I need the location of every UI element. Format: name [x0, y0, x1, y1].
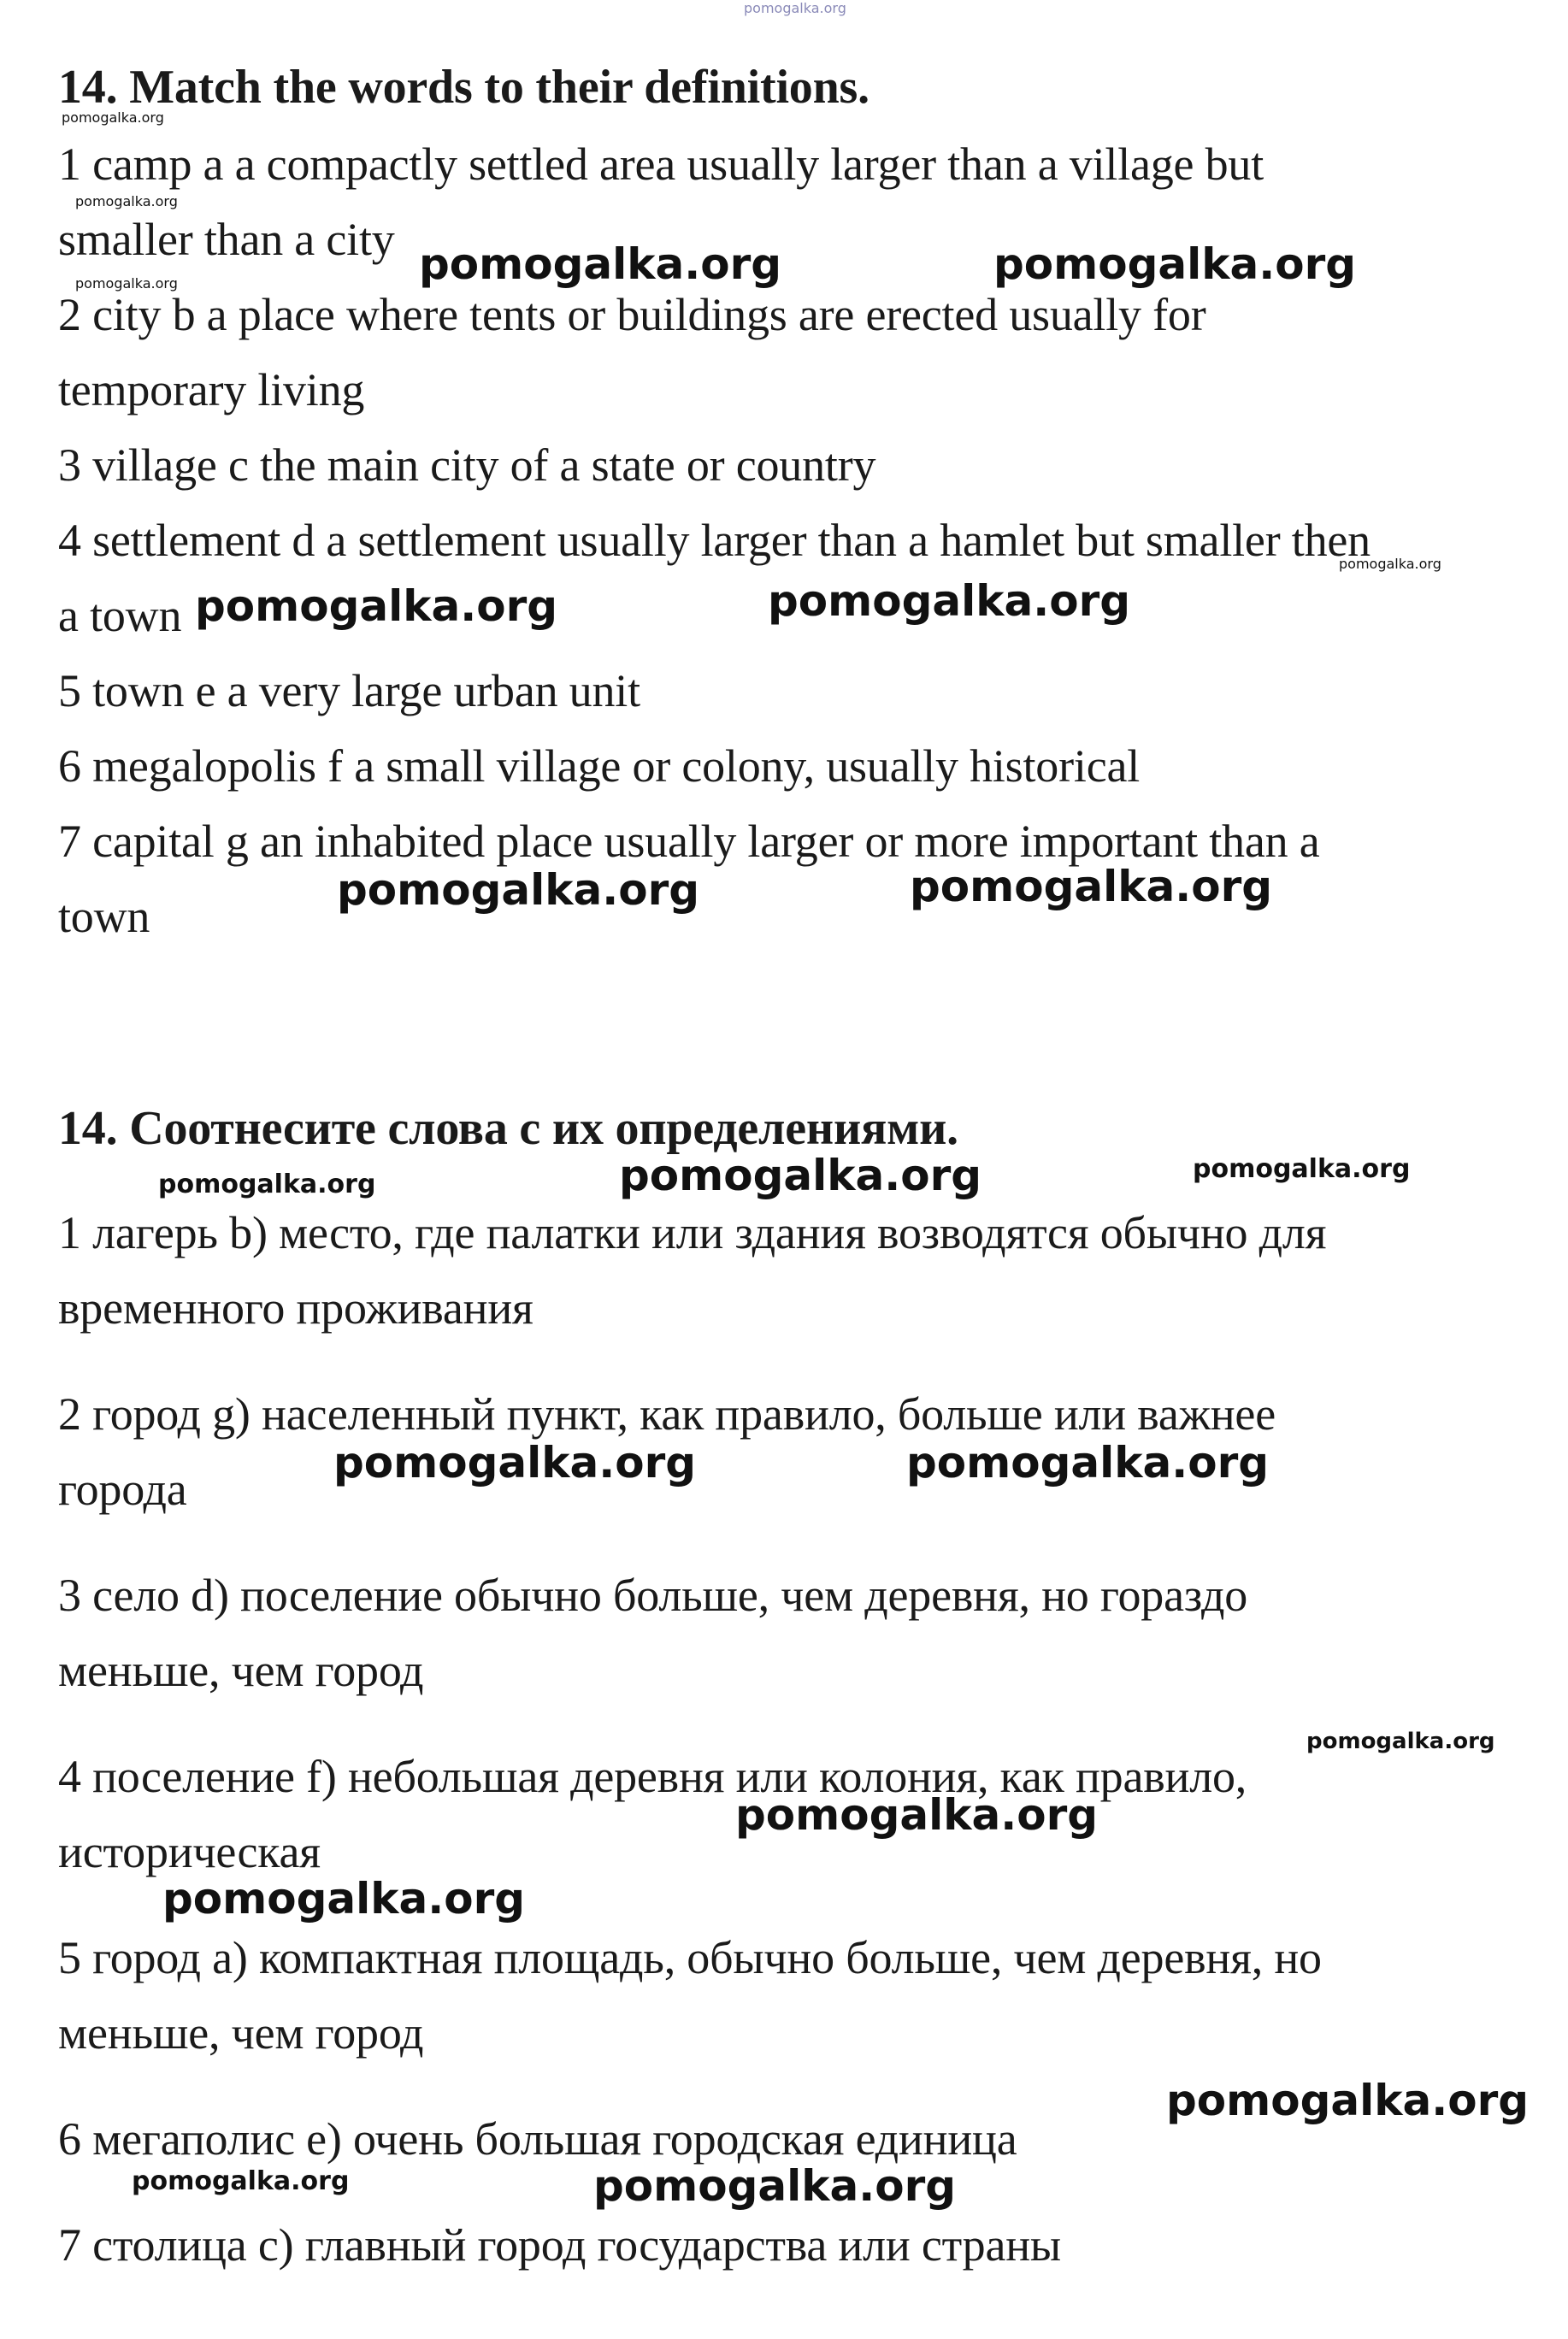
watermark: pomogalka.org	[419, 239, 782, 289]
watermark: pomogalka.org	[906, 1438, 1270, 1488]
english-line: a town	[58, 590, 182, 641]
watermark: pomogalka.org	[158, 1170, 376, 1199]
english-line: temporary living	[58, 364, 365, 415]
english-heading: 14. Match the words to their definitions.	[58, 61, 869, 114]
watermark: pomogalka.org	[768, 576, 1131, 626]
english-line: 3 village c the main city of a state or country	[58, 439, 876, 491]
russian-line: 1 лагерь b) место, где палатки или здания возводятся обычно для	[58, 1207, 1327, 1258]
russian-line: 4 поселение f) небольшая деревня или колония, как правило,	[58, 1751, 1247, 1802]
watermark: pomogalka.org	[619, 1151, 982, 1200]
watermark: pomogalka.org	[75, 275, 178, 292]
russian-line: историческая	[58, 1826, 321, 1877]
russian-heading: 14. Соотнесите слова с их определениями.	[58, 1102, 958, 1155]
watermark: pomogalka.org	[1306, 1729, 1495, 1754]
watermark: pomogalka.org	[993, 239, 1357, 289]
watermark: pomogalka.org	[1339, 556, 1441, 572]
russian-line: меньше, чем город	[58, 2007, 424, 2059]
watermark-top: pomogalka.org	[744, 0, 846, 16]
russian-line: 2 город g) населенный пункт, как правило, больше или важнее	[58, 1388, 1276, 1440]
watermark: pomogalka.org	[333, 1438, 697, 1488]
english-line: smaller than a city	[58, 214, 395, 265]
watermark: pomogalka.org	[62, 109, 164, 126]
watermark: pomogalka.org	[195, 581, 558, 631]
russian-line: 3 село d) поселение обычно больше, чем деревня, но гораздо	[58, 1570, 1248, 1621]
watermark: pomogalka.org	[132, 2166, 350, 2196]
russian-line: 6 мегаполис e) очень большая городская единица	[58, 2113, 1017, 2165]
watermark: pomogalka.org	[735, 1790, 1099, 1840]
english-line: 6 megalopolis f a small village or colony, usually historical	[58, 740, 1141, 792]
russian-line: меньше, чем город	[58, 1645, 424, 1696]
russian-line: города	[58, 1464, 187, 1515]
english-line: 1 camp a a compactly settled area usually larger than a village but	[58, 138, 1264, 190]
watermark: pomogalka.org	[162, 1874, 526, 1924]
russian-line: 5 город a) компактная площадь, обычно больше, чем деревня, но	[58, 1932, 1322, 1983]
russian-line: временного проживания	[58, 1282, 533, 1334]
english-line: 2 city b a place where tents or buildings are erected usually for	[58, 289, 1206, 340]
watermark: pomogalka.org	[593, 2161, 957, 2211]
watermark: pomogalka.org	[75, 193, 178, 209]
watermark: pomogalka.org	[1193, 1154, 1411, 1184]
watermark: pomogalka.org	[337, 865, 700, 915]
english-line: 4 settlement d a settlement usually larger than a hamlet but smaller then	[58, 515, 1371, 566]
english-line: town	[58, 891, 150, 942]
watermark: pomogalka.org	[910, 862, 1273, 911]
english-line: 5 town e a very large urban unit	[58, 665, 640, 716]
english-line: 7 capital g an inhabited place usually larger or more important than a	[58, 816, 1320, 867]
russian-line: 7 столица c) главный город государства или страны	[58, 2219, 1062, 2271]
watermark: pomogalka.org	[1166, 2076, 1530, 2125]
